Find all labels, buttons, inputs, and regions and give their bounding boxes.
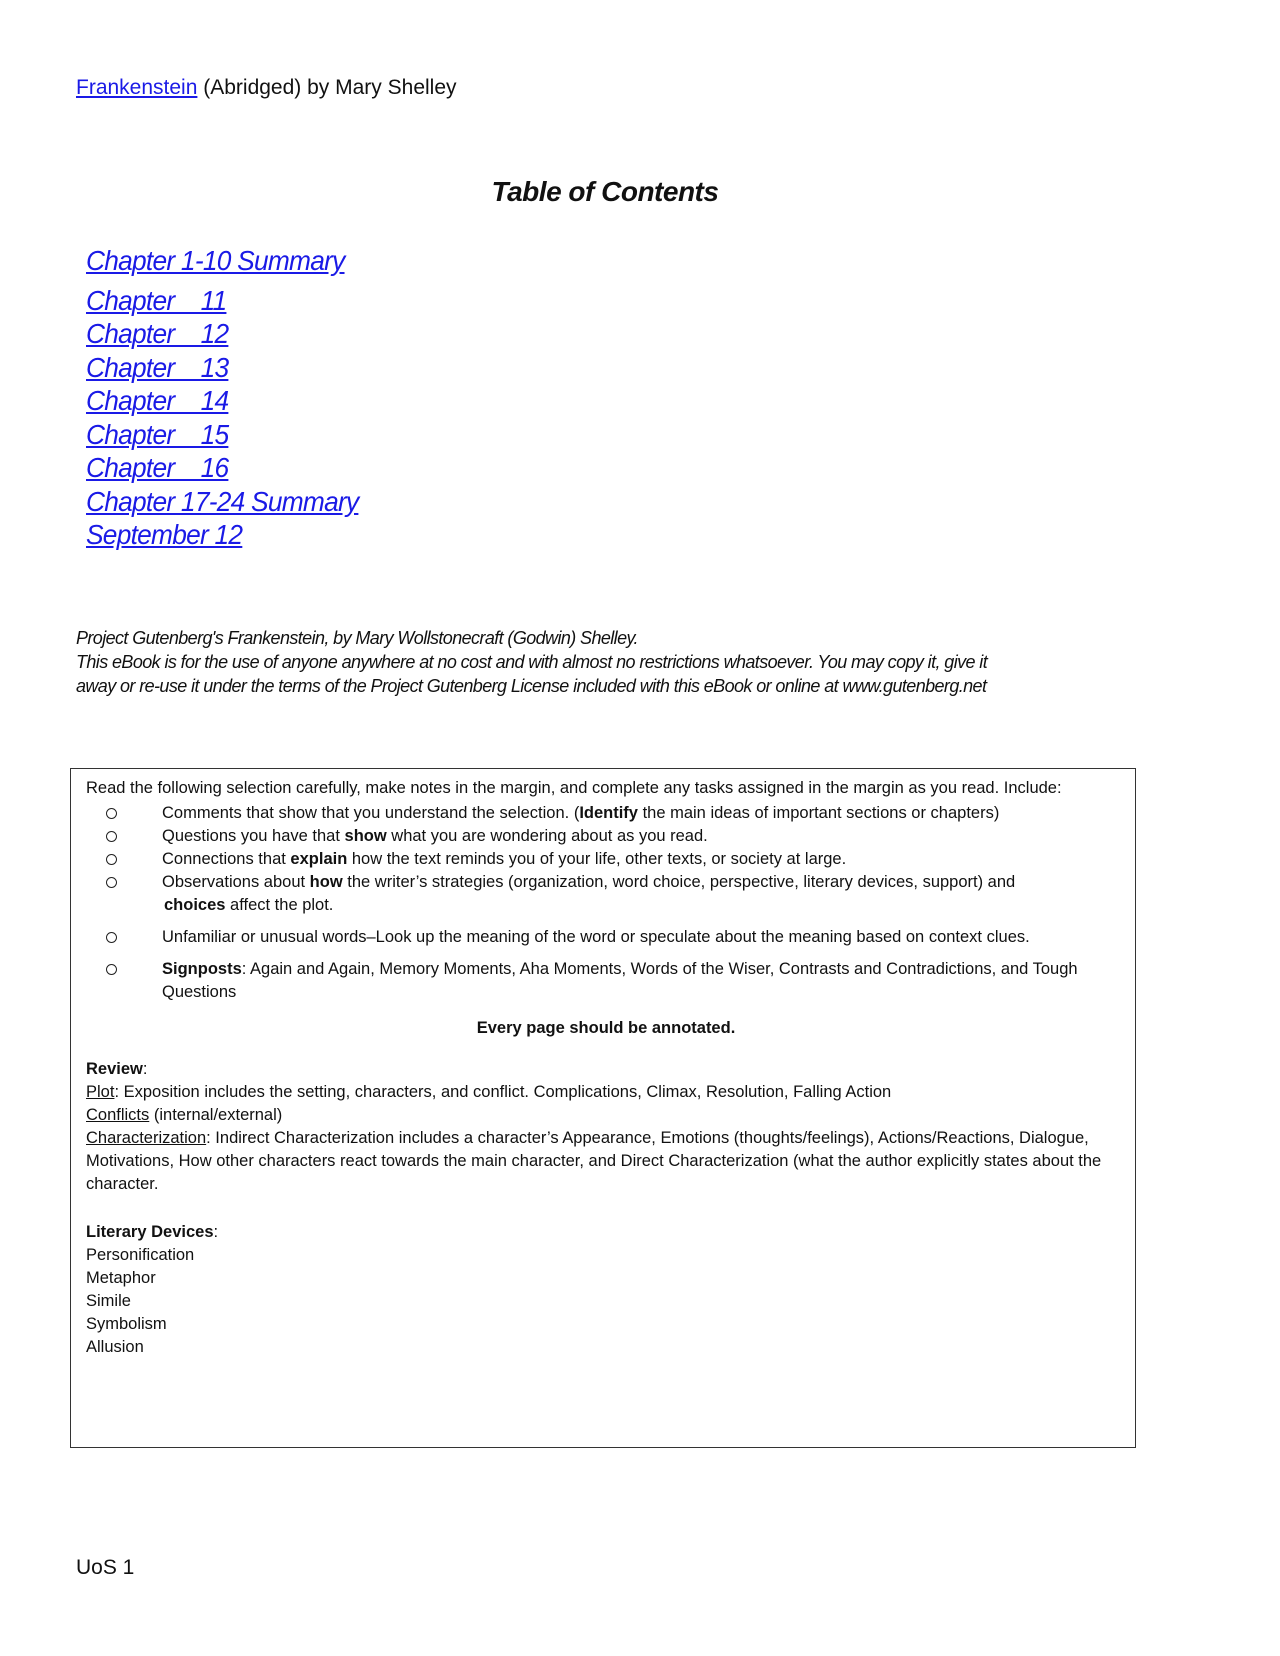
toc-link-chapter-13[interactable]: Chapter 13 [86, 351, 229, 383]
page-footer: UoS 1 [76, 1556, 135, 1579]
task-comments [86, 802, 1126, 825]
task-text: Comments that show that you understand the selection. ( [162, 804, 580, 822]
toc-link-chapter-14[interactable]: Chapter 14 [86, 385, 229, 416]
review-conflicts [86, 1104, 1126, 1127]
list-item: Metaphor [86, 1269, 156, 1287]
task-keyword: Signposts [162, 960, 242, 978]
task-keyword: explain [290, 850, 348, 868]
task-questions [86, 825, 1126, 848]
review-heading-colon: : [142, 1060, 148, 1078]
task-text: what you are wondering about as you read. [386, 827, 708, 845]
circle-bullet-icon [106, 854, 117, 865]
circle-bullet-icon [106, 808, 117, 819]
review-heading-label: Review [86, 1060, 143, 1078]
circle-bullet-icon [106, 831, 117, 842]
reading-instructions-box [70, 768, 1136, 1448]
toc-link-chapter-12[interactable]: Chapter 12 [86, 318, 229, 349]
header-author-text: (Abridged) by Mary Shelley [197, 76, 457, 99]
plot-text: : Exposition includes the setting, characters, and conflict. Complications, Climax, Resolution, Falling Action [114, 1083, 892, 1101]
task-connections [86, 848, 1126, 871]
list-item: Symbolism [86, 1315, 167, 1333]
conflicts-text: (internal/external) [149, 1106, 283, 1124]
task-keyword: choices [164, 896, 226, 914]
circle-bullet-icon [106, 877, 117, 888]
task-text: how the text reminds you of your life, other texts, or society at large. [347, 850, 847, 868]
toc-link-chapter-16[interactable]: Chapter 16 [86, 452, 229, 483]
plot-label: Plot [86, 1083, 115, 1101]
frankenstein-link[interactable]: Frankenstein [76, 76, 198, 99]
task-observations [86, 871, 1126, 917]
task-keyword: how [309, 873, 343, 891]
gutenberg-line: This eBook is for the use of anyone anywhere at no cost and with almost no restrictions whatsoever. You may copy it, give it [76, 652, 988, 672]
annotation-note: Every page should be annotated. [476, 1019, 736, 1037]
task-text: affect the plot. [225, 896, 334, 914]
toc-title: Table of Contents [491, 176, 719, 207]
literary-devices-heading [86, 1221, 1126, 1244]
literary-devices-section [86, 1221, 1126, 1359]
conflicts-label: Conflicts [86, 1106, 150, 1124]
gutenberg-notice [76, 626, 1036, 698]
circle-bullet-icon [106, 932, 117, 943]
characterization-text: : Indirect Characterization includes a character’s Appearance, Emotions (thoughts/feelings), Actions/Reactions, Dialogue, Motivations, How other characters react towards the main character, and Direct Characterization (what the author explicitly states about the character. [86, 1129, 1102, 1193]
task-text: the writer’s strategies (organization, word choice, perspective, literary devices, support) and [342, 873, 1016, 891]
task-unfamiliar-words [86, 926, 1126, 949]
task-text: Unfamiliar or unusual words–Look up the meaning of the word or speculate about the meaning based on context clues. [162, 928, 1030, 946]
task-text: Questions you have that [162, 827, 345, 845]
gutenberg-line: away or re-use it under the terms of the Project Gutenberg License included with this eBook or online at www.gutenberg.net [76, 676, 987, 696]
review-section [86, 1058, 1126, 1196]
review-characterization [86, 1127, 1126, 1196]
toc-link-chapter-11[interactable]: Chapter 11 [86, 284, 227, 316]
list-item: Personification [86, 1246, 195, 1264]
toc-link-chapter-17-24-summary[interactable]: Chapter 17-24 Summary [86, 485, 359, 517]
task-text: Connections that [162, 850, 291, 868]
characterization-label: Characterization [86, 1129, 207, 1147]
task-text: the main ideas of important sections or chapters) [637, 804, 1000, 822]
task-keyword: show [344, 827, 387, 845]
task-signposts [86, 958, 1126, 1004]
task-keyword: Identify [579, 804, 638, 822]
task-text: : Again and Again, Memory Moments, Aha Moments, Words of the Wiser, Contrasts and Contradictions, and Tough Questions [162, 960, 1078, 1001]
gutenberg-line: Project Gutenberg's Frankenstein, by Mary Wollstonecraft (Godwin) Shelley. [76, 628, 638, 648]
literary-devices-colon: : [213, 1223, 219, 1241]
instructions-intro: Read the following selection carefully, make notes in the margin, and complete any tasks assigned in the margin as you read. Include: [86, 779, 1062, 797]
toc-link-chapter-15[interactable]: Chapter 15 [86, 418, 229, 450]
review-heading [86, 1058, 1126, 1081]
review-plot [86, 1081, 1126, 1104]
task-text: Observations about [162, 873, 310, 891]
list-item: Simile [86, 1292, 131, 1310]
list-item: Allusion [86, 1338, 144, 1356]
table-of-contents [86, 244, 376, 552]
circle-bullet-icon [106, 964, 117, 975]
document-header [76, 76, 457, 100]
toc-link-chapter-1-10-summary[interactable]: Chapter 1-10 Summary [86, 245, 345, 276]
toc-link-september-12[interactable]: September 12 [86, 519, 243, 550]
literary-devices-label: Literary Devices [86, 1223, 214, 1241]
